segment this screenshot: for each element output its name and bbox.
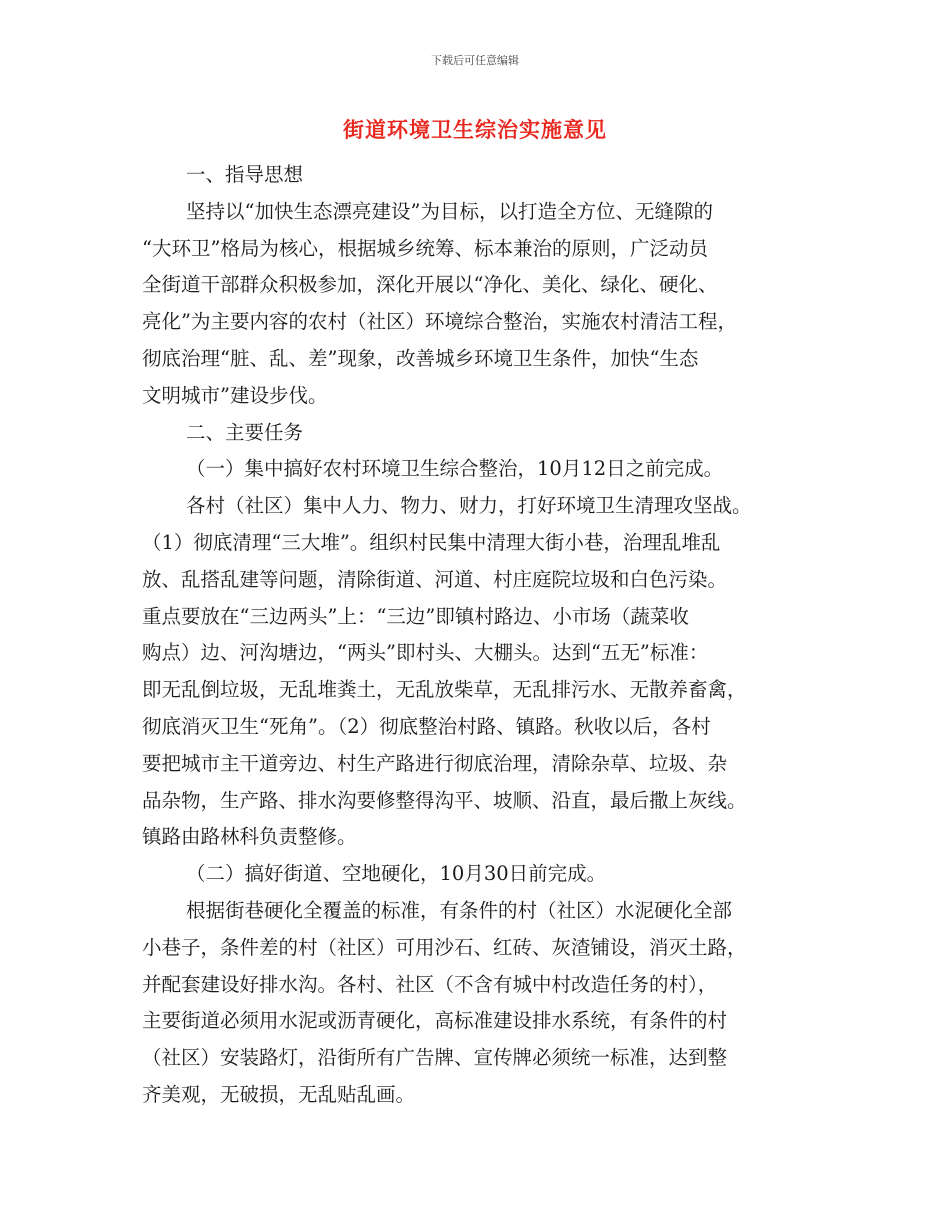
text-line: 要把城市主干道旁边、村生产路进行彻底治理，清除杂草、垃圾、杂 [142, 751, 728, 775]
text-line: 一、指导思想 [186, 163, 304, 186]
text-line: 亮化”为主要内容的农村（社区）环境综合整治，实施农村清洁工程， [142, 310, 737, 334]
text-line: 根据街巷硬化全覆盖的标准，有条件的村（社区）水泥硬化全部 [186, 898, 733, 922]
text-line: 重点要放在“三边两头”上：“三边”即镇村路边、小市场（蔬菜收 [142, 604, 689, 628]
text-line: （1）彻底清理“三大堆”。组织村民集中清理大街小巷，治理乱堆乱 [142, 530, 721, 554]
text-line: 主要街道必须用水泥或沥青硬化，高标准建设排水系统，有条件的村 [142, 1009, 728, 1033]
text-line: （一）集中搞好农村环境卫生综合整治，10月12日之前完成。 [186, 457, 724, 481]
text-line: 彻底消灭卫生“死角”。（2）彻底整治村路、镇路。秋收以后，各村 [142, 714, 711, 738]
text-line: 镇路由路林科负责整修。 [142, 825, 357, 849]
text-line: 全街道干部群众积极参加，深化开展以“净化、美化、绿化、硬化、 [142, 273, 718, 297]
text-line: 二、主要任务 [186, 420, 304, 444]
text-line: （二）搞好街道、空地硬化，10月30日前完成。 [186, 862, 607, 886]
text-line: 品杂物，生产路、排水沟要修整得沟平、坡顺、沿直，最后撒上灰线。 [142, 788, 747, 812]
text-line: 即无乱倒垃圾，无乱堆粪土，无乱放柴草，无乱排污水、无散养畜禽， [142, 678, 747, 702]
document-title: 街道环境卫生综治实施意见 [343, 117, 607, 142]
text-line: （社区）安装路灯，沿街所有广告牌、宣传牌必须统一标准，达到整 [142, 1046, 728, 1070]
text-line: 各村（社区）集中人力、物力、财力，打好环境卫生清理攻坚战。 [186, 494, 752, 518]
document-body [142, 157, 814, 1114]
text-line: 文明城市”建设步伐。 [142, 383, 328, 407]
text-line: 小巷子，条件差的村（社区）可用沙石、红砖、灰渣铺设，消灭土路， [142, 935, 747, 959]
text-line: “大环卫”格局为核心，根据城乡统筹、标本兼治的原则，广泛动员 [142, 236, 708, 260]
text-line: 齐美观，无破损，无乱贴乱画。 [142, 1082, 416, 1106]
text-line: 彻底治理“脏、乱、差”现象，改善城乡环境卫生条件，加快“生态 [142, 346, 699, 370]
text-line: 放、乱搭乱建等问题，清除街道、河道、村庄庭院垃圾和白色污染。 [142, 567, 728, 591]
text-line: 并配套建设好排水沟。各村、社区（不含有城中村改造任务的村）， [142, 972, 718, 996]
text-line: 购点）边、河沟塘边，“两头”即村头、大棚头。达到“五无”标准： [142, 641, 709, 665]
header-note: 下载后可任意编辑 [431, 54, 519, 67]
text-line: 坚持以“加快生态漂亮建设”为目标，以打造全方位、无缝隙的 [186, 199, 713, 223]
